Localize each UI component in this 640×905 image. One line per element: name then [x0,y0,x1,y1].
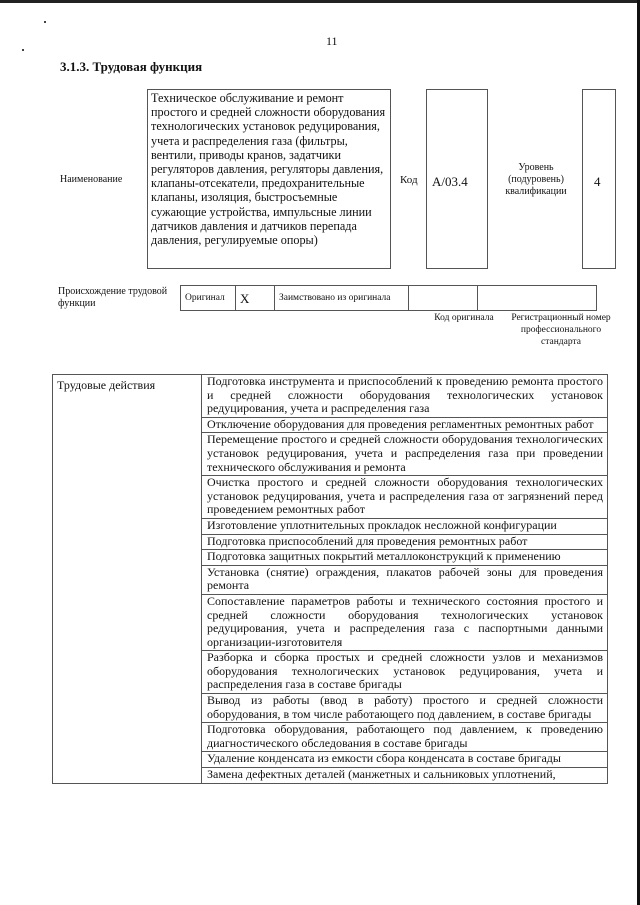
labor-action-item: Очистка простого и средней сложности оборудования технологических установок редуцирования, учета и распределения газа от загрязнений перед проведением ремонтных работ [202,476,608,519]
labor-action-item: Подготовка инструмента и приспособлений к проведению ремонта простого и средней сложности оборудования технологических установок редуцирования, учета и распределения газа [202,375,608,418]
name-label: Наименование [60,174,123,185]
page-number: 11 [326,34,338,48]
labor-action-item: Удаление конденсата из емкости сбора конденсата в составе бригады [202,752,608,768]
level-label: Уровень (подуровень) квалификации [505,162,567,197]
function-name-value: Техническое обслуживание и ремонт простого и средней сложности оборудования технологических установок редуцирования, учета и распределения газа (фильтры, вентили, приводы кранов, задатчики регуляторов давления, регуляторы давления, клапаны-отсекатели, предохранительные клапаны, изоляция, быстросъемные сужающие устройства, импульсные линии датчиков давления и датчиков перепада давления, регулируемые опоры) [147,89,391,269]
original-code-cell [409,286,478,311]
reg-number-cell [478,286,597,311]
labor-action-item: Вывод из работы (ввод в работу) простого и средней сложности оборудования, в том числе работающего под давлением, в составе бригады [202,694,608,723]
scan-speck [44,21,46,23]
origin-table [180,285,597,311]
labor-action-item: Сопоставление параметров работы и технического состояния простого и средней сложности оборудования технологических установок редуцирования, учета и распределения газа с паспортными данными организации-изготовителя [202,594,608,650]
labor-action-item: Установка (снятие) ограждения, плакатов рабочей зоны для проведения ремонта [202,565,608,594]
code-value: А/03.4 [432,174,468,189]
labor-action-item: Отключение оборудования для проведения регламентных ремонтных работ [202,417,608,433]
scan-top-edge [0,0,640,3]
labor-actions-table [52,374,608,784]
borrowed-label: Заимствовано из оригинала [275,286,409,311]
original-label: Оригинал [181,286,236,311]
original-code-caption: Код оригинала [434,313,494,323]
origin-label: Происхождение трудовой функции [58,286,168,309]
original-mark: Х [236,286,275,311]
section-title: 3.1.3. Трудовая функция [60,59,203,74]
labor-action-item: Замена дефектных деталей (манжетных и сальниковых уплотнений, [202,768,608,784]
labor-action-item: Подготовка приспособлений для проведения ремонтных работ [202,534,608,550]
labor-action-item: Изготовление уплотнительных прокладок несложной конфигурации [202,518,608,534]
labor-action-item: Подготовка защитных покрытий металлоконструкций к применению [202,550,608,566]
scan-speck [22,49,24,51]
reg-number-caption: Регистрационный номер профессионального стандарта [511,313,611,347]
labor-action-item: Подготовка оборудования, работающего под давлением, к проведению диагностического обследования в составе бригады [202,723,608,752]
labor-action-item: Разборка и сборка простых и средней сложности узлов и механизмов оборудования технологических установок редуцирования, учета и распределения газа в составе бригады [202,651,608,694]
code-label: Код [400,174,418,186]
level-value: 4 [594,174,601,189]
labor-action-item: Перемещение простого и средней сложности оборудования технологических установок редуцирования, учета и распределения газа при проведении технического обслуживания и ремонта [202,433,608,476]
labor-actions-header: Трудовые действия [53,375,202,784]
